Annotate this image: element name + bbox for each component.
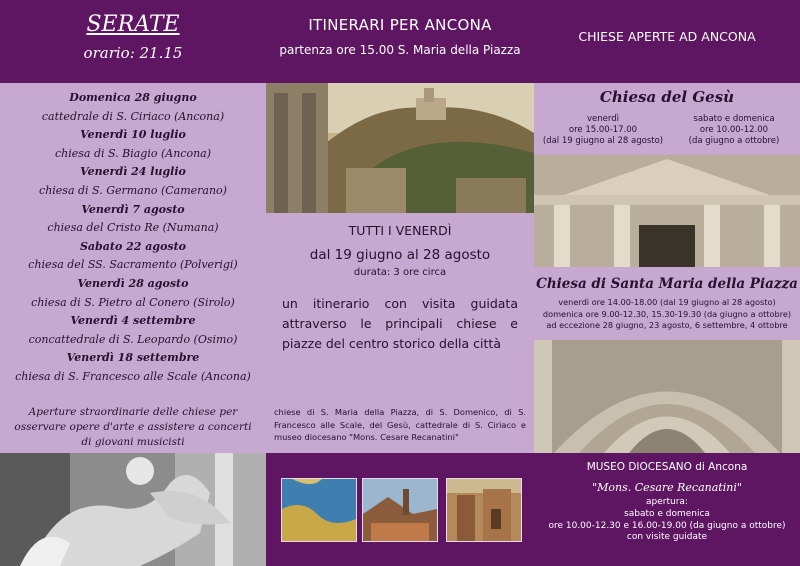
- left-header: [0, 0, 266, 83]
- museo-hours-line: ore 10.00-12.30 e 16.00-19.00 (da giugno a ottobre): [548, 520, 786, 531]
- gesu-hours-line: (da giugno a ottobre): [688, 136, 780, 146]
- event-place: chiesa del Cristo Re (Numana): [47, 221, 219, 235]
- smp-title: Chiesa di Santa Maria della Piazza: [536, 276, 798, 292]
- angel-statue-image: [0, 453, 266, 566]
- gesu-panel: [534, 83, 800, 155]
- museo-hours-line: sabato e domenica: [624, 508, 710, 519]
- event-date: Venerdì 24 luglio: [80, 165, 186, 179]
- event-place: chiesa del SS. Sacramento (Polverigi): [28, 258, 238, 272]
- gesu-hours-right: [670, 114, 798, 147]
- event-date: Venerdì 10 luglio: [80, 128, 186, 142]
- right-header: [534, 0, 800, 83]
- event-date: Venerdì 4 settembre: [70, 314, 196, 328]
- museo-hours: [534, 497, 800, 544]
- museo-title: MUSEO DIOCESANO di Ancona: [586, 461, 748, 473]
- tour-dates: dal 19 giugno al 28 agosto: [309, 247, 491, 263]
- serate-time: orario: 21.15: [83, 44, 183, 62]
- gesu-hours-line: venerdì: [587, 114, 619, 124]
- gesu-title: Chiesa del Gesù: [599, 88, 735, 106]
- departure-text: partenza ore 15.00 S. Maria della Piazza: [279, 43, 521, 57]
- tour-churches: chiese di S. Maria della Piazza, di S. Domenico, di S. Francesco alle Scale, del Gesù, cattedrale di S. Ciriaco e museo diocesano "Mons. Cesare Recanatini": [274, 407, 526, 442]
- chiese-aperte-title: CHIESE APERTE AD ANCONA: [578, 29, 756, 44]
- event-date: Domenica 28 giugno: [69, 91, 197, 104]
- events-list: [0, 89, 266, 387]
- gesu-hours-line: sabato e domenica: [693, 114, 775, 124]
- event-place: concattedrale di S. Leopardo (Osimo): [28, 332, 238, 346]
- event-place: chiesa di S. Pietro al Conero (Sirolo): [31, 295, 235, 309]
- serate-note: Aperture straordinarie delle chiese per osservare opere d'arte e assistere a concerti di giovani musicisti: [14, 406, 252, 448]
- tutti-venerdi-title: TUTTI I VENERDÌ: [348, 223, 452, 238]
- smp-hours: [534, 297, 800, 332]
- smp-hours-line: domenica ore 9.00-12.30, 15.30-19.30 (da giugno a ottobre): [542, 308, 792, 319]
- event-date: Venerdì 18 settembre: [66, 351, 200, 365]
- tour-description: un itinerario con visita guidata attraverso le principali chiese e piazze del centro storico della città: [282, 296, 518, 351]
- event-place: chiesa di S. Francesco alle Scale (Ancona): [15, 369, 251, 383]
- event-place: cattedrale di S. Ciriaco (Ancona): [41, 109, 225, 123]
- serate-title: SERATE: [86, 12, 180, 37]
- museo-hours-line: con visite guidate: [626, 532, 708, 543]
- gesu-hours-left: [538, 114, 668, 147]
- itinerari-title: ITINERARI PER ANCONA: [308, 16, 492, 34]
- thumb-map-image: [281, 478, 357, 542]
- gesu-hours-line: (dal 19 giugno al 28 agosto): [542, 136, 664, 146]
- thumb-square-image: [446, 478, 522, 542]
- smp-hours-line: ad eccezione 28 giugno, 23 agosto, 6 settembre, 4 ottobre: [546, 320, 788, 330]
- smp-portal-image: [534, 340, 800, 453]
- middle-info-panel: [266, 213, 534, 453]
- ancona-painting-image: [266, 83, 534, 213]
- tour-duration: durata: 3 ore circa: [353, 267, 447, 278]
- smp-hours-line: venerdì ore 14.00-18.00 (dal 19 giugno al 28 agosto): [558, 297, 776, 307]
- gesu-hours-line: ore 10.00-12.00: [699, 125, 769, 135]
- event-date: Venerdì 7 agosto: [81, 202, 185, 216]
- museo-hours-line: apertura:: [646, 497, 688, 507]
- event-date: Venerdì 28 agosto: [77, 276, 189, 290]
- museo-panel: [534, 453, 800, 566]
- gesu-hours-line: ore 15.00-17.00: [568, 125, 638, 135]
- event-place: chiesa di S. Biagio (Ancona): [54, 146, 212, 160]
- event-place: chiesa di S. Germano (Camerano): [39, 183, 227, 197]
- gesu-facade-image: [534, 155, 800, 267]
- smp-panel: [534, 267, 800, 340]
- museo-subtitle: "Mons. Cesare Recanatini": [592, 481, 742, 494]
- middle-header: [266, 0, 534, 83]
- left-events-panel: [0, 83, 266, 453]
- thumb-church-image: [362, 478, 438, 542]
- event-date: Sabato 22 agosto: [79, 239, 187, 253]
